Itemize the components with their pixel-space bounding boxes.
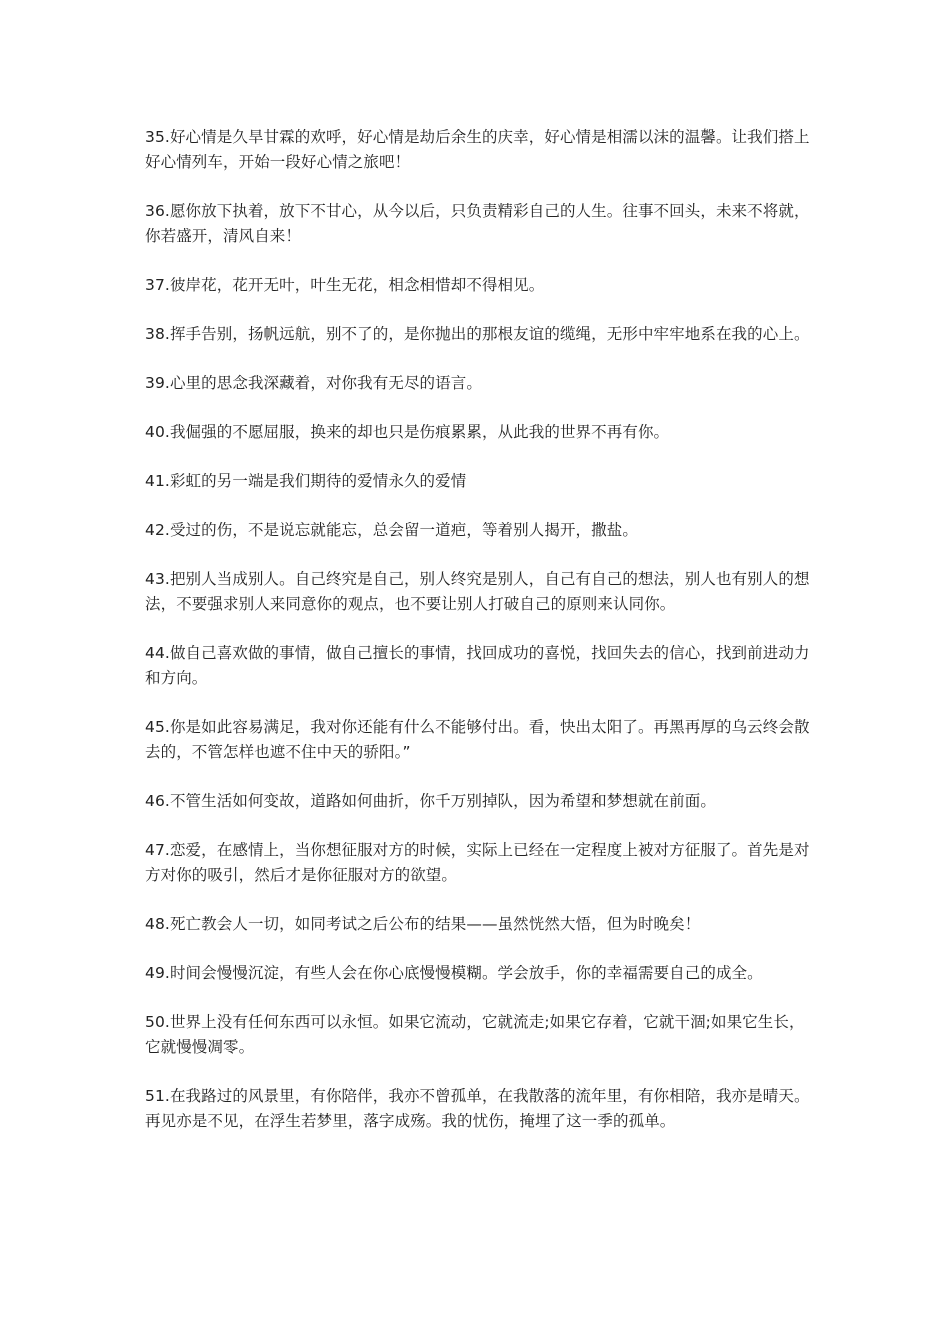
entry-39: 39.心里的思念我深藏着，对你我有无尽的语言。: [145, 374, 482, 392]
entry-35: 35.好心情是久旱甘霖的欢呼，好心情是劫后余生的庆幸，好心情是相濡以沫的温馨。让我们搭上好心情列车，开始一段好心情之旅吧！: [145, 128, 810, 171]
entry-50: 50.世界上没有任何东西可以永恒。如果它流动，它就流走;如果它存着，它就干涸;如果它生长，它就慢慢凋零。: [145, 1013, 805, 1056]
entry-41: 41.彩虹的另一端是我们期待的爱情永久的爱情: [145, 472, 467, 490]
entry-44: 44.做自己喜欢做的事情，做自己擅长的事情，找回成功的喜悦，找回失去的信心，找到前进动力和方向。: [145, 644, 810, 687]
entry-47: 47.恋爱，在感情上，当你想征服对方的时候，实际上已经在一定程度上被对方征服了。首先是对方对你的吸引，然后才是你征服对方的欲望。: [145, 841, 810, 884]
entry-45: 45.你是如此容易满足，我对你还能有什么不能够付出。看，快出太阳了。再黑再厚的乌云终会散去的，不管怎样也遮不住中天的骄阳。”: [145, 718, 810, 761]
entry-51: 51.在我路过的风景里，有你陪伴，我亦不曾孤单，在我散落的流年里，有你相陪，我亦是晴天。再见亦是不见，在浮生若梦里，落字成殇。我的忧伤，掩埋了这一季的孤单。: [145, 1087, 810, 1130]
entry-48: 48.死亡教会人一切，如同考试之后公布的结果——虽然恍然大悟，但为时晚矣！: [145, 915, 701, 933]
entry-42: 42.受过的伤，不是说忘就能忘，总会留一道疤，等着别人揭开，撒盐。: [145, 521, 638, 539]
entry-46: 46.不管生活如何变故，道路如何曲折，你千万别掉队，因为希望和梦想就在前面。: [145, 792, 716, 810]
entry-38: 38.挥手告别，扬帆远航，别不了的，是你抛出的那根友谊的缆绳，无形中牢牢地系在我的心上。: [145, 325, 810, 343]
entry-49: 49.时间会慢慢沉淀，有些人会在你心底慢慢模糊。学会放手，你的幸福需要自己的成全。: [145, 964, 763, 982]
entry-43: 43.把别人当成别人。自己终究是自己，别人终究是别人，自己有自己的想法，别人也有别人的想法，不要强求别人来同意你的观点，也不要让别人打破自己的原则来认同你。: [145, 570, 810, 613]
entry-36: 36.愿你放下执着，放下不甘心，从今以后，只负责精彩自己的人生。往事不回头，未来不将就，你若盛开，清风自来！: [145, 202, 810, 245]
document-page: [145, 125, 810, 1158]
entry-37: 37.彼岸花，花开无叶，叶生无花，相念相惜却不得相见。: [145, 276, 545, 294]
entry-40: 40.我倔强的不愿屈服，换来的却也只是伤痕累累，从此我的世界不再有你。: [145, 423, 670, 441]
